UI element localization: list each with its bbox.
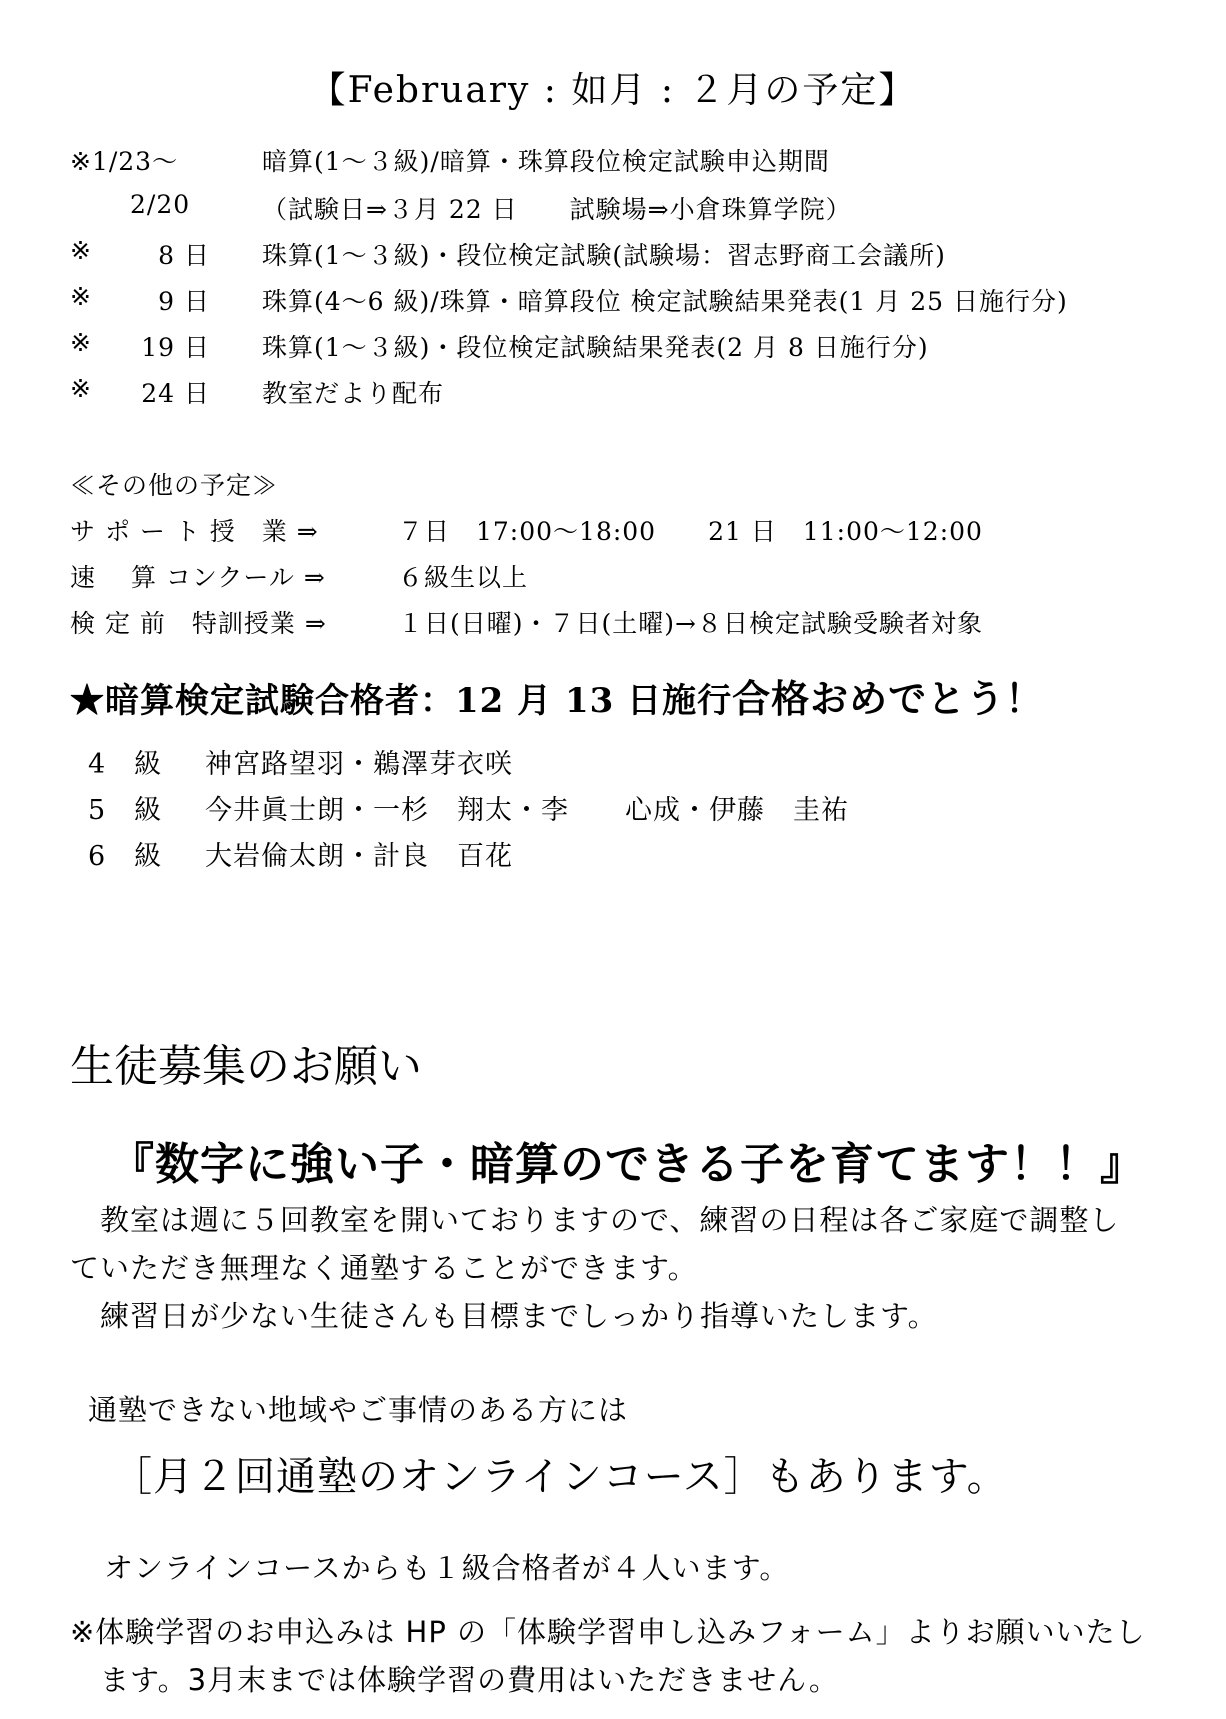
online-course: ［月２回通塾のオンラインコース］もあります。 <box>112 1454 1008 1500</box>
schedule-desc: 珠算(1～３級)・段位検定試験(試験場：習志野商工会議所) <box>262 241 946 270</box>
recruit-slogan: 『数字に強い子・暗算のできる子を育てます！！』 <box>110 1139 1145 1190</box>
schedule-desc: 珠算(1～３級)・段位検定試験結果発表(2 月 8 日施行分) <box>262 333 929 362</box>
schedule-day: 19 日 <box>141 333 210 362</box>
schedule-mark: ※ <box>70 374 92 403</box>
online-result: オンラインコースからも１級合格者が４人います。 <box>104 1551 790 1585</box>
passer-grade: 6 級 <box>88 841 163 872</box>
other-value: ７日 17:00～18:00 21 日 11:00～12:00 <box>398 517 983 546</box>
passer-grade: 4 級 <box>88 749 163 780</box>
passer-names: 今井眞士朗・一杉 翔太・李 心成・伊藤 圭祐 <box>205 795 849 826</box>
schedule-desc: （試験日⇒３月 22 日 試験場⇒小倉珠算学院） <box>262 195 852 224</box>
other-label: サ ポ ー ト 授 業 ⇒ <box>70 517 319 546</box>
congrats-text: 合格おめでとう！ <box>732 677 1045 721</box>
passers-title <box>70 668 1044 723</box>
schedule-day: 2/20 <box>130 190 191 219</box>
passer-grade: 5 級 <box>88 795 163 826</box>
schedule-mark: ※ <box>70 236 92 265</box>
schedule-mark: ※ <box>70 282 92 311</box>
other-label: 速 算 コンクール ⇒ <box>70 563 326 592</box>
recruit-paragraph-line: 教室は週に５回教室を開いておりますので、練習の日程は各ご家庭で調整し <box>70 1203 1120 1237</box>
other-label: 検 定 前 特訓授業 ⇒ <box>70 609 327 638</box>
schedule-mark: ※ <box>70 328 92 357</box>
recruit-heading: 生徒募集のお願い <box>70 1041 422 1092</box>
page-title: 【February : 如月 : ２月の予定】 <box>309 70 917 111</box>
other-value: １日(日曜)・７日(土曜)→８日検定試験受験者対象 <box>398 609 983 638</box>
schedule-desc: 教室だより配布 <box>262 379 445 408</box>
other-heading: ≪その他の予定≫ <box>70 471 279 500</box>
schedule-day: 8 日 <box>158 241 210 270</box>
recruit-paragraph-line: 練習日が少ない生徒さんも目標までしっかり指導いたします。 <box>70 1299 938 1333</box>
recruit-paragraph-line: ていただき無理なく通塾することができます。 <box>70 1251 698 1285</box>
schedule-day: 24 日 <box>141 379 210 408</box>
trial-note-line: ※体験学習のお申込みは HP の「体験学習申し込みフォーム」よりお願いいたし <box>70 1615 1146 1649</box>
passers-title-text: ★暗算検定試験合格者：12 月 13 日施行 <box>70 681 733 721</box>
schedule-desc: 珠算(4～6 級)/珠算・暗算段位 検定試験結果発表(1 月 25 日施行分) <box>262 287 1068 316</box>
passer-names: 大岩倫太朗・計良 百花 <box>205 841 513 872</box>
schedule-day: 9 日 <box>158 287 210 316</box>
other-value: ６級生以上 <box>398 563 529 592</box>
schedule-desc: 暗算(1～３級)/暗算・珠算段位検定試験申込期間 <box>262 147 830 176</box>
trial-note-line: ます。3月末までは体験学習の費用はいただきません。 <box>70 1663 839 1697</box>
passer-names: 神宮路望羽・鵜澤芽衣咲 <box>205 749 513 780</box>
online-intro: 通塾できない地域やご事情のある方には <box>88 1393 629 1427</box>
schedule-mark: ※1/23～ <box>70 147 179 176</box>
